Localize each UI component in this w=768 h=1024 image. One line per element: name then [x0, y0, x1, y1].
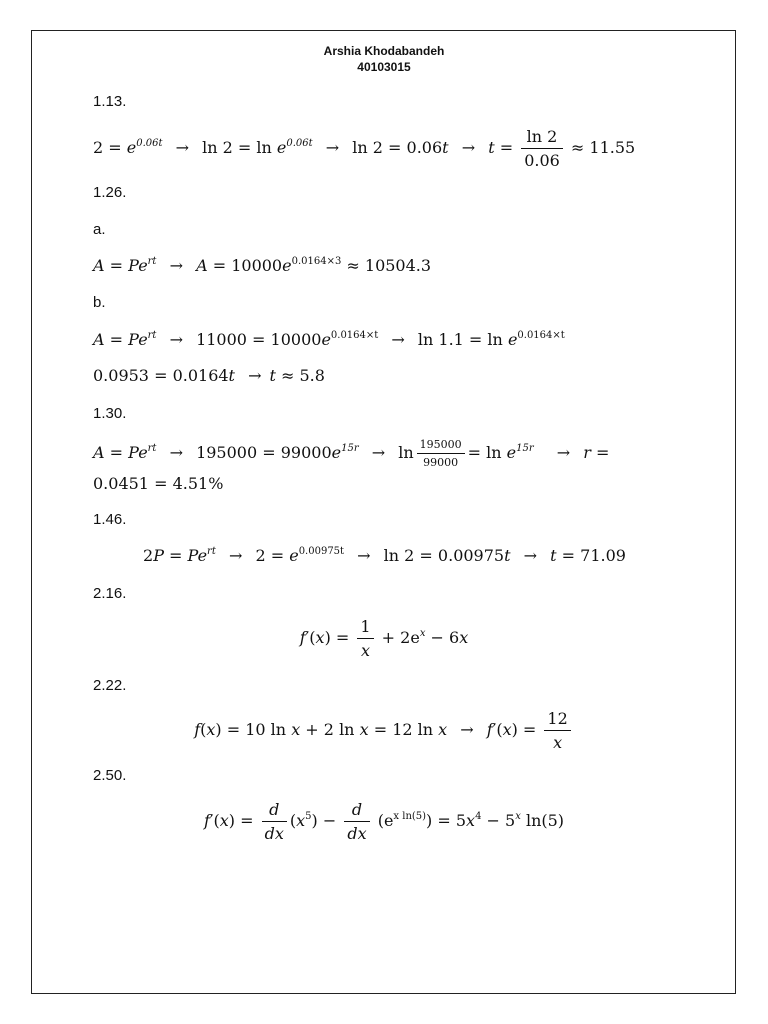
equation-1-26-b: $A = Pe^{rt} \to 11000 = 10000e^{0.0164\times t} \to \ln 1.1 = \ln e^{0.0164\times t}$: [93, 330, 565, 349]
page-border: [31, 30, 736, 994]
equation-1-30-line2: 0.0451 = 4.51%: [93, 474, 224, 493]
problem-label-2-22: 2.22.: [93, 677, 127, 694]
equation-1-13: $2 = e^{0.06t} \to \ln 2 = \ln e^{0.06t} \to \ln 2 = 0.06t \to t$ = $\frac{\ln 2}{0.06}$ ≈ 11.55: [93, 127, 636, 170]
author-name: Arshia Khodabandeh: [323, 44, 445, 58]
equation-1-30: $A = Pe^{rt} \to 195000 = 99000e^{15r} \to \ln$ $\frac{195000}{99000}$ = $\ln e^{15r} \to r$ =: [93, 438, 610, 469]
equation-1-26-b-line2: 0.0953 = 0.0164t → t ≈ 5.8: [93, 366, 325, 385]
problem-label-2-16: 2.16.: [93, 585, 127, 602]
equation-1-26-a: $A = Pe^{rt} \to A = 10000e^{0.0164\times 3} \approx 10504.3$: [93, 256, 432, 275]
equation-1-46: $2P = Pe^{rt} \to 2 = e^{0.00975t} \to \ln 2 = 0.00975t \to t = 71.09$: [143, 546, 626, 565]
problem-label-1-13: 1.13.: [93, 93, 127, 110]
problem-label-1-26: 1.26.: [93, 184, 127, 201]
student-id: 40103015: [357, 60, 411, 74]
equation-2-16: f′(x) = $\frac{1}{x}$ + $2e^x - 6x$: [299, 617, 469, 660]
problem-label-1-46: 1.46.: [93, 511, 127, 528]
part-label-b: b.: [93, 294, 106, 311]
problem-label-2-50: 2.50.: [93, 767, 127, 784]
problem-label-1-30: 1.30.: [93, 405, 127, 422]
equation-2-50: f′(x) = $\frac{d}{dx}$ $(x^5)$ − $\frac{d}{dx}$ $(e^{x ln(5)}) = 5x^4 - 5^x$ ln(5): [203, 800, 565, 843]
equation-2-22: f(x) = 10 ln x + 2 ln x = 12 ln x → f′(x) = $\frac{12}{x}$: [0, 709, 768, 752]
part-label-a: a.: [93, 221, 106, 238]
